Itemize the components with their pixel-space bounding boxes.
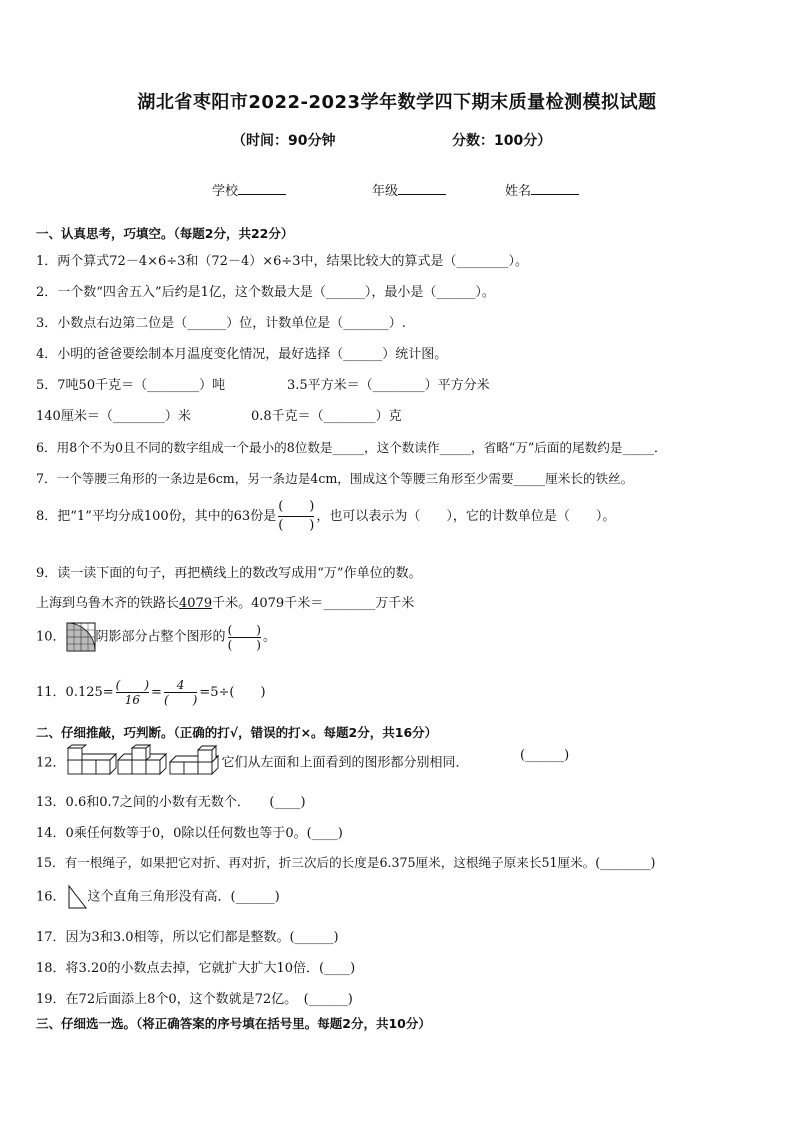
question-8 <box>36 498 764 535</box>
fraction-denominator[interactable]: ( ) <box>227 637 261 652</box>
fraction-denominator[interactable]: ( ) <box>278 518 315 533</box>
fraction-numerator[interactable]: ( ) <box>115 678 150 692</box>
fraction-numerator[interactable]: ( ) <box>227 622 261 637</box>
school-field[interactable] <box>212 180 286 199</box>
school-label: 学校 <box>212 184 239 199</box>
fraction-denominator[interactable]: ( ) <box>163 693 198 707</box>
question-11-pre: 11．0.125= <box>36 685 114 700</box>
question-10-end: 。 <box>262 629 276 645</box>
question-16-number: 16． <box>36 889 66 905</box>
question-9b <box>36 592 764 611</box>
question-1: 1．两个算式72－4×6÷3和（72－4）×6÷3中，结果比较大的算式是（________）。 <box>36 254 529 269</box>
question-2: 2．一个数“四舍五入”后约是1亿，这个数最大是（______），最小是（______）。 <box>36 285 495 300</box>
question-6: 6．用8个不为0且不同的数字组成一个最小的8位数是_____，这个数读作_____，省略“万”后面的尾数约是_____． <box>36 440 667 455</box>
question-15: 15．有一根绳子，如果把它对折、再对折，折三次后的长度是6.375厘米，这根绳子原来长51厘米。(________) <box>36 855 656 870</box>
question-10-fraction <box>228 623 261 652</box>
time-label: （时间：90分钟 <box>232 133 336 149</box>
question-12-number: 12． <box>36 755 66 771</box>
question-18: 18．将3.20的小数点去掉，它就扩大扩大10倍．(____) <box>36 961 356 976</box>
fraction-numerator[interactable]: ( ) <box>278 499 315 514</box>
question-19: 19．在72后面添上8个0，这个数就是72亿。 (______) <box>36 992 353 1007</box>
question-10 <box>36 622 764 652</box>
name-blank[interactable] <box>531 182 579 195</box>
question-10-number: 10． <box>36 629 66 645</box>
question-12-text: 它们从左面和上面看到的图形都分别相同． <box>221 755 469 771</box>
question-9a: 9．读一读下面的句子，再把横线上的数改写成用“万”作单位的数。 <box>36 566 422 581</box>
grade-label: 年级 <box>372 184 399 199</box>
question-16 <box>36 884 764 910</box>
underlined-number: 4079 <box>179 596 213 611</box>
question-5b: 3.5平方米＝（________）平方分米 <box>287 378 490 393</box>
school-blank[interactable] <box>238 182 286 195</box>
question-9b-post: 千米。4079千米＝________万千米 <box>212 596 415 611</box>
shaded-quarter-circle-icon <box>66 622 96 652</box>
grade-blank[interactable] <box>398 182 446 195</box>
section3-heading: 三、仔细选一选。（将正确答案的序号填在括号里。每题2分，共10分） <box>36 1016 431 1031</box>
question-5a: 5．7吨50千克＝（________）吨 <box>36 378 226 393</box>
answer-blank[interactable]: (______) <box>520 748 570 763</box>
stacked-cubes-icon <box>66 748 222 778</box>
question-8-text-b: ，也可以表示为（ ），它的计数单位是（ ）。 <box>316 509 616 524</box>
question-4: 4．小明的爸爸要绘制本月温度变化情况，最好选择（______）统计图。 <box>36 347 448 362</box>
question-5c: 140厘米＝（________）米 <box>36 409 191 424</box>
question-16-text: 这个直角三角形没有高．(______) <box>87 889 280 905</box>
question-3: 3．小数点右边第二位是（______）位，计数单位是（_______）. <box>36 316 406 331</box>
equals-sign: = <box>151 685 162 700</box>
section1-heading: 一、认真思考，巧填空。（每题2分，共22分） <box>36 226 294 241</box>
name-field[interactable] <box>505 180 579 199</box>
question-17: 17．因为3和3.0相等，所以它们都是整数。(______) <box>36 930 339 945</box>
question-7: 7．一个等腰三角形的一条边是6cm，另一条边是4cm，围成这个等腰三角形至少需要_____厘米长的铁丝。 <box>36 471 634 486</box>
question-12 <box>36 748 764 778</box>
question-13: 13．0.6和0.7之间的小数有无数个． (____) <box>36 795 306 810</box>
fraction-numerator: 4 <box>176 678 185 692</box>
question-8-text-a: 8．把“1”平均分成100份，其中的63份是 <box>36 509 277 524</box>
fraction-denominator: 16 <box>124 693 140 707</box>
right-triangle-icon <box>66 884 88 910</box>
question-5d: 0.8千克＝（________）克 <box>251 409 402 424</box>
page-title: 湖北省枣阳市2022-2023学年数学四下期末质量检测模拟试题 <box>137 92 657 113</box>
question-9b-pre: 上海到乌鲁木齐的铁路长 <box>36 596 180 611</box>
grade-field[interactable] <box>372 180 446 199</box>
question-8-fraction <box>278 498 314 535</box>
question-11 <box>36 678 764 707</box>
question-10-text: 阴影部分占整个图形的 <box>95 629 226 645</box>
question-11-fraction-1 <box>116 678 149 707</box>
question-11-fraction-2 <box>164 678 197 707</box>
name-label: 姓名 <box>505 184 532 199</box>
question-14: 14．0乘任何数等于0，0除以任何数也等于0。(____) <box>36 826 343 841</box>
score-label: 分数：100分） <box>452 133 552 149</box>
section2-heading: 二、仔细推敲，巧判断。（正确的打√，错误的打×。每题2分，共16分） <box>36 725 438 740</box>
question-11-end: =5÷( ) <box>199 685 266 700</box>
